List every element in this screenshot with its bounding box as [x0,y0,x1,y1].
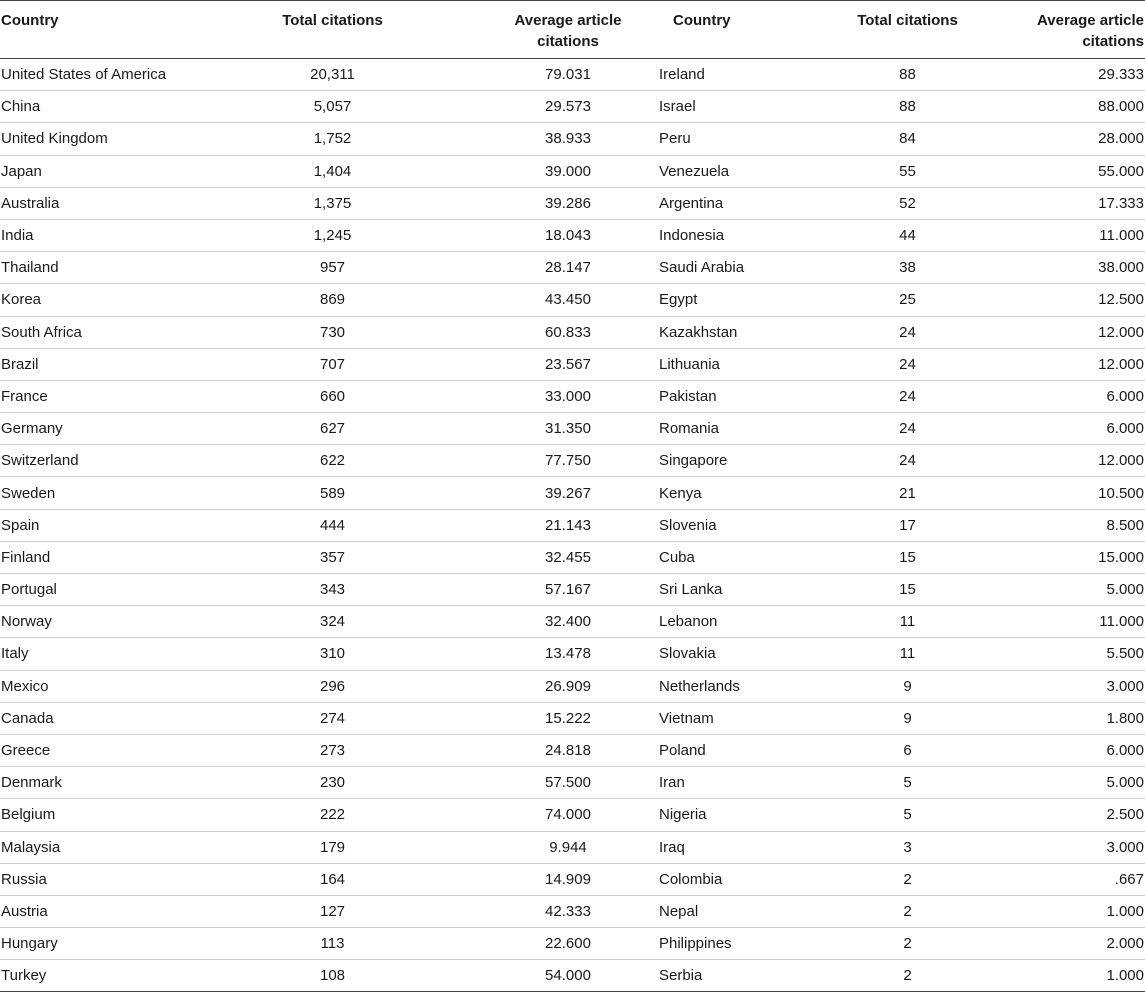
cell-country-left: Spain [0,509,239,541]
cell-total-citations-left: 357 [239,541,426,573]
cell-country-right: Philippines [650,928,780,960]
cell-total-citations-left: 164 [239,863,426,895]
cell-average-citations-right: 1.000 [1035,960,1145,992]
cell-country-left: Portugal [0,574,239,606]
cell-total-citations-right: 2 [780,863,1035,895]
cell-total-citations-right: 38 [780,252,1035,284]
table-row [0,863,1145,895]
cell-average-citations-right: 8.500 [1035,509,1145,541]
cell-average-citations-left: 79.031 [426,59,650,91]
cell-country-left: Thailand [0,252,239,284]
cell-country-left: Turkey [0,960,239,992]
cell-country-left: Finland [0,541,239,573]
cell-average-citations-left: 26.909 [426,670,650,702]
table-row [0,702,1145,734]
cell-total-citations-left: 113 [239,928,426,960]
cell-average-citations-left: 32.400 [426,606,650,638]
table-row [0,638,1145,670]
cell-total-citations-right: 11 [780,638,1035,670]
cell-average-citations-left: 57.167 [426,574,650,606]
cell-total-citations-right: 9 [780,702,1035,734]
cell-total-citations-right: 17 [780,509,1035,541]
table-row [0,187,1145,219]
cell-country-right: Saudi Arabia [650,252,780,284]
cell-total-citations-right: 2 [780,960,1035,992]
cell-country-left: Austria [0,895,239,927]
cell-country-left: United States of America [0,59,239,91]
cell-average-citations-left: 15.222 [426,702,650,734]
table-row [0,895,1145,927]
cell-total-citations-left: 108 [239,960,426,992]
cell-total-citations-right: 25 [780,284,1035,316]
cell-country-left: Switzerland [0,445,239,477]
table-row [0,541,1145,573]
cell-country-right: Lithuania [650,348,780,380]
cell-country-right: Lebanon [650,606,780,638]
table-row [0,380,1145,412]
table-row [0,960,1145,992]
cell-average-citations-right: 10.500 [1035,477,1145,509]
cell-average-citations-left: 13.478 [426,638,650,670]
cell-total-citations-left: 310 [239,638,426,670]
cell-average-citations-right: 3.000 [1035,831,1145,863]
cell-average-citations-left: 14.909 [426,863,650,895]
table-row [0,734,1145,766]
cell-total-citations-left: 869 [239,284,426,316]
table-row [0,445,1145,477]
cell-country-left: South Africa [0,316,239,348]
cell-total-citations-left: 273 [239,734,426,766]
cell-total-citations-left: 957 [239,252,426,284]
cell-average-citations-left: 24.818 [426,734,650,766]
table-row [0,799,1145,831]
cell-country-right: Pakistan [650,380,780,412]
cell-average-citations-right: 88.000 [1035,91,1145,123]
cell-average-citations-right: 55.000 [1035,155,1145,187]
cell-total-citations-right: 11 [780,606,1035,638]
cell-country-right: Sri Lanka [650,574,780,606]
cell-average-citations-left: 54.000 [426,960,650,992]
header-total-citations-left: Total citations [239,1,426,59]
cell-country-left: Russia [0,863,239,895]
cell-country-right: Israel [650,91,780,123]
table-row [0,348,1145,380]
cell-total-citations-left: 1,245 [239,219,426,251]
cell-country-left: Japan [0,155,239,187]
cell-total-citations-right: 44 [780,219,1035,251]
cell-total-citations-left: 660 [239,380,426,412]
cell-average-citations-left: 39.000 [426,155,650,187]
cell-total-citations-right: 24 [780,445,1035,477]
cell-country-right: Romania [650,413,780,445]
cell-average-citations-right: 17.333 [1035,187,1145,219]
cell-country-right: Peru [650,123,780,155]
cell-average-citations-left: 77.750 [426,445,650,477]
cell-country-right: Colombia [650,863,780,895]
cell-country-right: Kazakhstan [650,316,780,348]
cell-total-citations-left: 730 [239,316,426,348]
cell-total-citations-left: 589 [239,477,426,509]
table-row [0,59,1145,91]
cell-average-citations-left: 74.000 [426,799,650,831]
cell-country-right: Singapore [650,445,780,477]
cell-average-citations-right: 6.000 [1035,413,1145,445]
table-row [0,767,1145,799]
table-row [0,477,1145,509]
cell-total-citations-left: 444 [239,509,426,541]
cell-average-citations-right: 6.000 [1035,380,1145,412]
cell-country-left: Mexico [0,670,239,702]
cell-total-citations-left: 343 [239,574,426,606]
cell-country-left: Canada [0,702,239,734]
cell-average-citations-left: 29.573 [426,91,650,123]
cell-total-citations-right: 24 [780,380,1035,412]
cell-total-citations-left: 5,057 [239,91,426,123]
cell-total-citations-right: 55 [780,155,1035,187]
table-row [0,606,1145,638]
cell-country-left: Italy [0,638,239,670]
cell-total-citations-right: 5 [780,799,1035,831]
cell-average-citations-right: 38.000 [1035,252,1145,284]
cell-total-citations-right: 3 [780,831,1035,863]
cell-total-citations-left: 1,375 [239,187,426,219]
cell-country-left: Denmark [0,767,239,799]
cell-country-right: Venezuela [650,155,780,187]
header-country-left: Country [0,1,239,59]
cell-country-left: Australia [0,187,239,219]
cell-country-right: Indonesia [650,219,780,251]
table-body [0,59,1145,992]
cell-average-citations-right: 3.000 [1035,670,1145,702]
table-header [0,1,1145,59]
cell-total-citations-left: 324 [239,606,426,638]
cell-total-citations-left: 20,311 [239,59,426,91]
cell-total-citations-left: 296 [239,670,426,702]
cell-average-citations-right: 29.333 [1035,59,1145,91]
cell-average-citations-right: 12.500 [1035,284,1145,316]
cell-country-right: Iraq [650,831,780,863]
header-total-citations-right: Total citations [780,1,1035,59]
cell-total-citations-right: 88 [780,91,1035,123]
cell-average-citations-right: 5.000 [1035,767,1145,799]
cell-average-citations-right: 12.000 [1035,348,1145,380]
cell-total-citations-left: 230 [239,767,426,799]
table-row [0,219,1145,251]
cell-total-citations-right: 24 [780,348,1035,380]
cell-country-right: Netherlands [650,670,780,702]
cell-total-citations-right: 2 [780,895,1035,927]
table-row [0,574,1145,606]
cell-average-citations-right: 6.000 [1035,734,1145,766]
cell-country-right: Kenya [650,477,780,509]
header-average-citations-left: Average article citations [426,1,650,59]
cell-country-right: Iran [650,767,780,799]
cell-average-citations-right: 12.000 [1035,316,1145,348]
cell-average-citations-left: 32.455 [426,541,650,573]
cell-total-citations-left: 127 [239,895,426,927]
table-row [0,670,1145,702]
cell-average-citations-left: 9.944 [426,831,650,863]
cell-country-right: Argentina [650,187,780,219]
cell-average-citations-right: 1.800 [1035,702,1145,734]
cell-total-citations-right: 15 [780,541,1035,573]
cell-country-right: Slovenia [650,509,780,541]
cell-average-citations-left: 33.000 [426,380,650,412]
cell-average-citations-right: 11.000 [1035,606,1145,638]
cell-average-citations-right: .667 [1035,863,1145,895]
cell-total-citations-right: 9 [780,670,1035,702]
cell-total-citations-left: 222 [239,799,426,831]
cell-country-right: Cuba [650,541,780,573]
cell-country-left: Malaysia [0,831,239,863]
cell-country-left: India [0,219,239,251]
cell-average-citations-right: 5.000 [1035,574,1145,606]
cell-total-citations-right: 88 [780,59,1035,91]
cell-average-citations-right: 2.500 [1035,799,1145,831]
cell-average-citations-right: 2.000 [1035,928,1145,960]
cell-average-citations-left: 39.286 [426,187,650,219]
cell-country-left: Korea [0,284,239,316]
header-row [0,1,1145,59]
cell-average-citations-right: 5.500 [1035,638,1145,670]
cell-total-citations-right: 21 [780,477,1035,509]
table-row [0,509,1145,541]
table-row [0,91,1145,123]
table-row [0,928,1145,960]
header-country-right: Country [650,1,780,59]
cell-country-left: Belgium [0,799,239,831]
cell-total-citations-left: 622 [239,445,426,477]
cell-average-citations-left: 22.600 [426,928,650,960]
cell-country-left: China [0,91,239,123]
cell-average-citations-left: 23.567 [426,348,650,380]
cell-total-citations-right: 24 [780,413,1035,445]
cell-total-citations-right: 5 [780,767,1035,799]
cell-total-citations-right: 15 [780,574,1035,606]
cell-country-right: Nepal [650,895,780,927]
cell-average-citations-left: 39.267 [426,477,650,509]
cell-average-citations-left: 31.350 [426,413,650,445]
cell-total-citations-left: 707 [239,348,426,380]
cell-average-citations-left: 28.147 [426,252,650,284]
cell-country-right: Poland [650,734,780,766]
cell-total-citations-left: 1,752 [239,123,426,155]
cell-average-citations-left: 57.500 [426,767,650,799]
table-row [0,155,1145,187]
cell-country-left: United Kingdom [0,123,239,155]
cell-average-citations-right: 15.000 [1035,541,1145,573]
cell-average-citations-left: 18.043 [426,219,650,251]
table-row [0,831,1145,863]
table-row [0,252,1145,284]
cell-country-left: Germany [0,413,239,445]
cell-country-left: Sweden [0,477,239,509]
cell-country-left: Norway [0,606,239,638]
cell-total-citations-left: 274 [239,702,426,734]
cell-average-citations-left: 38.933 [426,123,650,155]
cell-country-right: Serbia [650,960,780,992]
cell-total-citations-right: 6 [780,734,1035,766]
cell-country-right: Nigeria [650,799,780,831]
table-row [0,413,1145,445]
cell-average-citations-left: 42.333 [426,895,650,927]
cell-country-left: Hungary [0,928,239,960]
cell-average-citations-right: 1.000 [1035,895,1145,927]
cell-total-citations-right: 2 [780,928,1035,960]
cell-total-citations-right: 24 [780,316,1035,348]
cell-average-citations-right: 11.000 [1035,219,1145,251]
cell-country-left: Brazil [0,348,239,380]
cell-country-right: Egypt [650,284,780,316]
cell-total-citations-left: 1,404 [239,155,426,187]
cell-country-right: Slovakia [650,638,780,670]
cell-average-citations-left: 60.833 [426,316,650,348]
table-row [0,123,1145,155]
cell-country-left: Greece [0,734,239,766]
table-row [0,316,1145,348]
cell-total-citations-left: 627 [239,413,426,445]
cell-average-citations-left: 43.450 [426,284,650,316]
cell-total-citations-left: 179 [239,831,426,863]
cell-average-citations-right: 12.000 [1035,445,1145,477]
cell-country-left: France [0,380,239,412]
cell-total-citations-right: 52 [780,187,1035,219]
cell-country-right: Ireland [650,59,780,91]
cell-total-citations-right: 84 [780,123,1035,155]
header-average-citations-right: Average article citations [1035,1,1145,59]
cell-average-citations-right: 28.000 [1035,123,1145,155]
cell-country-right: Vietnam [650,702,780,734]
table-row [0,284,1145,316]
cell-average-citations-left: 21.143 [426,509,650,541]
